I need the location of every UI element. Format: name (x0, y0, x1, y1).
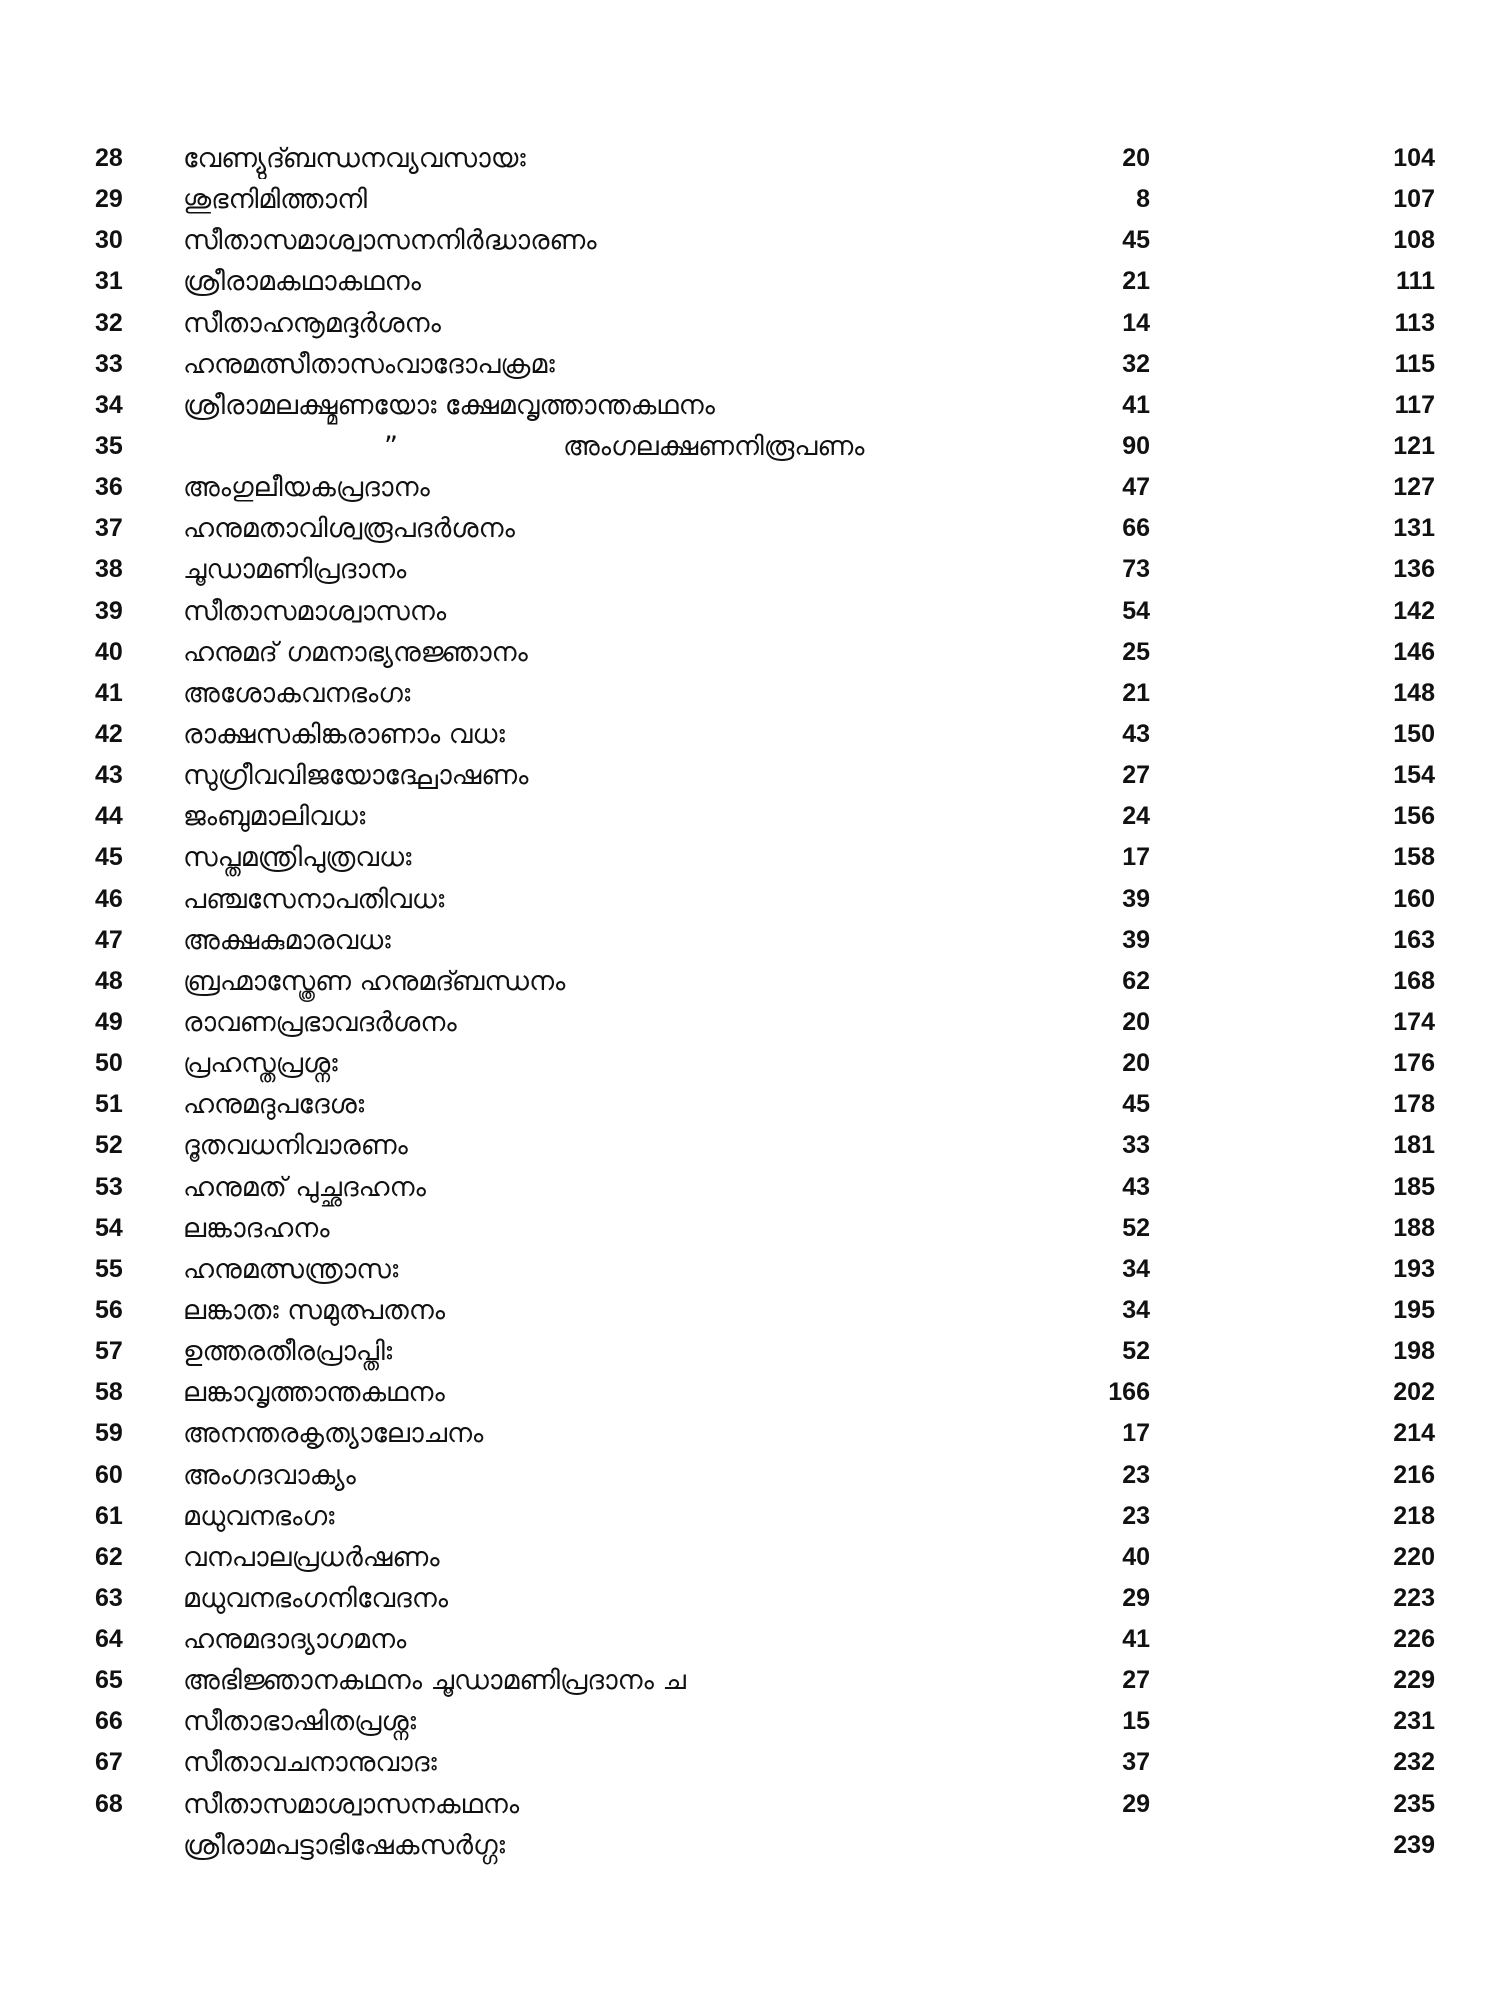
verse-count: 45 (1122, 226, 1150, 255)
verse-count: 47 (1122, 473, 1150, 502)
toc-row (95, 879, 1445, 920)
chapter-title: പഞ്ചസേനാപതിവധഃ (183, 883, 445, 915)
toc-row (95, 591, 1445, 632)
verse-count: 66 (1122, 514, 1150, 543)
chapter-title: അനന്തരകൃത്യാലോചനം (183, 1418, 484, 1450)
toc-row (95, 467, 1445, 508)
toc-row (95, 138, 1445, 179)
chapter-title (183, 426, 1023, 467)
page-number: 108 (1393, 226, 1435, 255)
chapter-title: ശുഭനിമിത്താനി (183, 184, 367, 216)
chapter-number: 66 (95, 1707, 123, 1736)
chapter-number: 56 (95, 1295, 123, 1324)
chapter-number: 34 (95, 390, 123, 419)
chapter-title: ചൂഡാമണിപ്രദാനം (183, 554, 407, 586)
chapter-title: അശോകവനഭംഗഃ (183, 677, 411, 709)
toc-row (95, 261, 1445, 302)
chapter-number: 41 (95, 678, 123, 707)
page-number: 146 (1393, 637, 1435, 666)
chapter-title: ലങ്കാദഹനം (183, 1212, 330, 1244)
toc-row (95, 179, 1445, 220)
page-number: 239 (1393, 1830, 1435, 1859)
chapter-number: 52 (95, 1131, 123, 1160)
verse-count: 20 (1122, 1049, 1150, 1078)
chapter-number: 63 (95, 1583, 123, 1612)
toc-row (95, 1784, 1445, 1825)
chapter-title: ശ്രീരാമലക്ഷ്മണയോഃ ക്ഷേമവൃത്താന്തകഥനം (183, 389, 715, 421)
page-number: 188 (1393, 1213, 1435, 1242)
page-number: 185 (1393, 1172, 1435, 1201)
toc-row (95, 1660, 1445, 1701)
toc-row (95, 1167, 1445, 1208)
verse-count: 45 (1122, 1090, 1150, 1119)
chapter-number: 57 (95, 1337, 123, 1366)
verse-count: 39 (1122, 884, 1150, 913)
chapter-title: ഹനുമദ് ഗമനാഭ്യനുജ്ഞാനം (183, 636, 528, 668)
chapter-number: 35 (95, 431, 123, 460)
page-number: 127 (1393, 473, 1435, 502)
chapter-number: 40 (95, 637, 123, 666)
verse-count: 21 (1122, 678, 1150, 707)
verse-count: 29 (1122, 1583, 1150, 1612)
page-number: 198 (1393, 1337, 1435, 1366)
chapter-title: സപ്തമന്ത്രിപുത്രവധഃ (183, 842, 412, 874)
verse-count: 20 (1122, 144, 1150, 172)
chapter-number: 38 (95, 555, 123, 584)
page-number: 178 (1393, 1090, 1435, 1119)
page-number: 220 (1393, 1542, 1435, 1571)
chapter-title: ഹനുമദുപദേശഃ (183, 1089, 365, 1121)
chapter-title: ഹനുമതാവിശ്വരൂപദർശനം (183, 513, 515, 545)
page-number: 117 (1394, 390, 1435, 419)
chapter-title: ഹനുമത്സീതാസംവാദോപക്രമഃ (183, 348, 555, 380)
toc-row (95, 426, 1445, 467)
toc-row (95, 1578, 1445, 1619)
chapter-title: ഹനുമത് പുച്ഛദഹനം (183, 1171, 426, 1203)
chapter-number: 45 (95, 843, 123, 872)
toc-row (95, 1290, 1445, 1331)
page-number: 158 (1393, 843, 1435, 872)
toc-row (95, 344, 1445, 385)
page-number: 115 (1394, 349, 1435, 378)
verse-count: 34 (1122, 1295, 1150, 1324)
chapter-number: 60 (95, 1460, 123, 1489)
page-number: 136 (1393, 555, 1435, 584)
toc-row (95, 508, 1445, 549)
chapter-number: 58 (95, 1378, 123, 1407)
page-number: 229 (1393, 1666, 1435, 1695)
chapter-title: സീതാസമാശ്വാസനം (183, 595, 447, 627)
page-number: 195 (1393, 1295, 1435, 1324)
toc-row (95, 1249, 1445, 1290)
verse-count: 23 (1122, 1460, 1150, 1489)
chapter-title: അംഗുലീയകപ്രദാനം (183, 472, 430, 504)
verse-count: 62 (1122, 966, 1150, 995)
page-number: 181 (1393, 1131, 1435, 1160)
chapter-title: രാവണപ്രഭാവദർശനം (183, 1006, 457, 1038)
toc-row (95, 1619, 1445, 1660)
toc-row (95, 755, 1445, 796)
chapter-number: 44 (95, 802, 123, 831)
page-number: 223 (1393, 1583, 1435, 1612)
chapter-title: ശ്രീരാമപട്ടാഭിഷേകസർഗ്ഗഃ (183, 1829, 505, 1861)
chapter-title: അംഗദവാക്യം (183, 1459, 356, 1491)
verse-count: 52 (1122, 1213, 1150, 1242)
toc-row (95, 1331, 1445, 1372)
page-number: 107 (1393, 185, 1435, 214)
chapter-number: 59 (95, 1419, 123, 1448)
page-number: 142 (1393, 596, 1435, 625)
chapter-number: 67 (95, 1748, 123, 1777)
verse-count: 8 (1136, 185, 1150, 214)
page-number: 176 (1393, 1049, 1435, 1078)
verse-count: 32 (1122, 349, 1150, 378)
verse-count: 34 (1122, 1254, 1150, 1283)
page-number: 163 (1393, 925, 1435, 954)
page-number: 232 (1393, 1748, 1435, 1777)
verse-count: 33 (1122, 1131, 1150, 1160)
verse-count: 21 (1122, 267, 1150, 296)
chapter-number: 29 (95, 185, 123, 214)
page-number: 226 (1393, 1625, 1435, 1654)
page-number: 174 (1393, 1007, 1435, 1036)
chapter-number: 53 (95, 1172, 123, 1201)
chapter-number: 55 (95, 1254, 123, 1283)
chapter-title: പ്രഹസ്തപ്രശ്നഃ (183, 1048, 338, 1080)
table-of-contents (95, 138, 1445, 1866)
chapter-title: ബ്രഹ്മാസ്ത്രേണ ഹനുമദ്ബന്ധനം (183, 965, 566, 997)
toc-row (95, 714, 1445, 755)
chapter-title: ലങ്കാതഃ സമുത്പതനം (183, 1294, 446, 1326)
toc-row (95, 1002, 1445, 1043)
chapter-number: 37 (95, 514, 123, 543)
verse-count: 43 (1122, 1172, 1150, 1201)
chapter-number: 28 (95, 144, 123, 172)
page-number: 214 (1393, 1419, 1435, 1448)
verse-count: 25 (1122, 637, 1150, 666)
chapter-title: സീതാവചനാനുവാദഃ (183, 1747, 437, 1779)
page-number: 218 (1393, 1501, 1435, 1530)
page-number: 111 (1396, 267, 1435, 296)
chapter-title: സീതാഹനൂമദ്ദർശനം (183, 307, 441, 339)
page-number: 216 (1393, 1460, 1435, 1489)
toc-row (95, 1372, 1445, 1413)
verse-count: 20 (1122, 1007, 1150, 1036)
page-number: 193 (1393, 1254, 1435, 1283)
verse-count: 54 (1122, 596, 1150, 625)
verse-count: 73 (1122, 555, 1150, 584)
toc-row (95, 1742, 1445, 1783)
verse-count: 29 (1122, 1789, 1150, 1818)
chapter-number: 65 (95, 1666, 123, 1695)
chapter-number: 32 (95, 308, 123, 337)
chapter-title: രാക്ഷസകിങ്കരാണാം വധഃ (183, 718, 505, 750)
ditto-mark: ” (384, 430, 398, 462)
verse-count: 166 (1108, 1378, 1150, 1407)
chapter-title: ശ്രീരാമകഥാകഥനം (183, 266, 421, 298)
toc-row (95, 549, 1445, 590)
chapter-number: 36 (95, 473, 123, 502)
chapter-title: ലങ്കാവൃത്താന്തകഥനം (183, 1377, 445, 1409)
verse-count: 23 (1122, 1501, 1150, 1530)
toc-row (95, 1084, 1445, 1125)
toc-row (95, 837, 1445, 878)
page-number: 168 (1393, 966, 1435, 995)
page-number: 156 (1393, 802, 1435, 831)
toc-row (95, 961, 1445, 1002)
chapter-number: 51 (95, 1090, 123, 1119)
chapter-title: ജംബുമാലിവധഃ (183, 801, 366, 833)
toc-row (95, 673, 1445, 714)
page-number: 231 (1393, 1707, 1435, 1736)
verse-count: 27 (1122, 761, 1150, 790)
toc-row (95, 220, 1445, 261)
chapter-title-text: അംഗലക്ഷണനിരൂപണം (563, 430, 865, 462)
chapter-number: 46 (95, 884, 123, 913)
chapter-title: അഭിജ്ഞാനകഥനം ചൂഡാമണിപ്രദാനം ച (183, 1665, 686, 1697)
verse-count: 17 (1122, 843, 1150, 872)
page-number: 104 (1393, 144, 1435, 172)
verse-count: 41 (1122, 1625, 1150, 1654)
page-number: 160 (1393, 884, 1435, 913)
verse-count: 39 (1122, 925, 1150, 954)
chapter-title: വേണ്യുദ്ബന്ധനവ്യവസായഃ (183, 143, 526, 174)
chapter-title: സീതാഭാഷിതപ്രശ്നഃ (183, 1706, 416, 1738)
page-number: 131 (1393, 514, 1435, 543)
page-number: 148 (1393, 678, 1435, 707)
chapter-title: ഹനുമത്സന്ത്രാസഃ (183, 1253, 399, 1285)
chapter-title: ദൂതവധനിവാരണം (183, 1130, 408, 1162)
verse-count: 27 (1122, 1666, 1150, 1695)
chapter-number: 39 (95, 596, 123, 625)
page-number: 154 (1393, 761, 1435, 790)
verse-count: 17 (1122, 1419, 1150, 1448)
toc-row (95, 385, 1445, 426)
chapter-number: 33 (95, 349, 123, 378)
chapter-title: സീതാസമാശ്വാസനനിർദ്ധാരണം (183, 225, 597, 257)
toc-row (95, 1208, 1445, 1249)
toc-row (95, 1413, 1445, 1454)
toc-row (95, 303, 1445, 344)
verse-count: 40 (1122, 1542, 1150, 1571)
page-number: 235 (1393, 1789, 1435, 1818)
chapter-number: 48 (95, 966, 123, 995)
verse-count: 14 (1122, 308, 1150, 337)
chapter-number: 61 (95, 1501, 123, 1530)
verse-count: 41 (1122, 390, 1150, 419)
toc-row (95, 1496, 1445, 1537)
toc-row (95, 1537, 1445, 1578)
chapter-number: 68 (95, 1789, 123, 1818)
chapter-title: മധുവനഭംഗനിവേദനം (183, 1582, 449, 1614)
chapter-title: ഉത്തരതീരപ്രാപ്തിഃ (183, 1336, 393, 1368)
verse-count: 37 (1122, 1748, 1150, 1777)
verse-count: 52 (1122, 1337, 1150, 1366)
chapter-number: 31 (95, 267, 123, 296)
page-number: 150 (1393, 719, 1435, 748)
chapter-title: ഹനുമദാദ്യാഗമനം (183, 1624, 407, 1656)
verse-count: 15 (1122, 1707, 1150, 1736)
toc-row (95, 632, 1445, 673)
toc-row (95, 1125, 1445, 1166)
chapter-number: 64 (95, 1625, 123, 1654)
page-number: 121 (1393, 431, 1435, 460)
chapter-title: മധുവനഭംഗഃ (183, 1500, 335, 1532)
chapter-number: 47 (95, 925, 123, 954)
chapter-title: വനപാലപ്രധർഷണം (183, 1541, 440, 1573)
toc-row (95, 1825, 1445, 1866)
chapter-title: സീതാസമാശ്വാസനകഥനം (183, 1788, 520, 1820)
chapter-number: 50 (95, 1049, 123, 1078)
chapter-title: സുഗ്രീവവിജയോദ്ഘോഷണം (183, 760, 529, 792)
verse-count: 90 (1122, 431, 1150, 460)
toc-row (95, 1043, 1445, 1084)
chapter-number: 62 (95, 1542, 123, 1571)
toc-row (95, 796, 1445, 837)
chapter-number: 30 (95, 226, 123, 255)
chapter-number: 54 (95, 1213, 123, 1242)
toc-row (95, 1701, 1445, 1742)
verse-count: 24 (1122, 802, 1150, 831)
toc-row (95, 920, 1445, 961)
chapter-number: 49 (95, 1007, 123, 1036)
page-number: 202 (1393, 1378, 1435, 1407)
chapter-title: അക്ഷകുമാരവധഃ (183, 924, 391, 956)
chapter-number: 42 (95, 719, 123, 748)
verse-count: 43 (1122, 719, 1150, 748)
chapter-number: 43 (95, 761, 123, 790)
page-number: 113 (1394, 308, 1435, 337)
toc-row (95, 1455, 1445, 1496)
